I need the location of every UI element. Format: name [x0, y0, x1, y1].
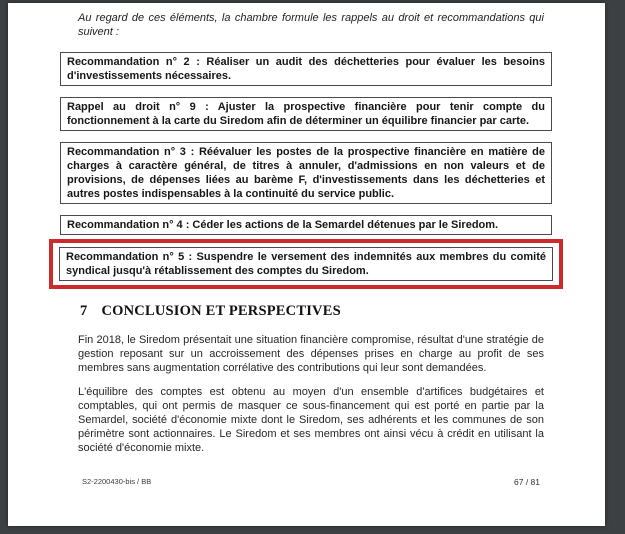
section-heading — [80, 303, 552, 320]
rappel-au-droit-box-9: Rappel au droit n° 9 : Ajuster la prospective financière pour tenir compte du fonctionnement à la carte du Siredom afin de déterminer un équilibre financier par carte. — [60, 97, 552, 131]
recommendation-box-4: Recommandation n° 4 : Céder les actions de la Semardel détenues par le Siredom. — [60, 215, 552, 235]
document-page — [8, 3, 605, 526]
section-number: 7 — [80, 303, 88, 319]
recommendation-box-3: Recommandation n° 3 : Réévaluer les postes de la prospective financière en matière de charges à caractère général, de titres à annuler, d'admissions en non valeurs et de provisions, de dépenses liées au barème F, d'investissements dans les déchetteries et autres postes indispensables à la continuité du service public. — [60, 142, 552, 204]
recommendation-box-2: Recommandation n° 2 : Réaliser un audit des déchetteries pour évaluer les besoins d'investissements nécessaires. — [60, 52, 552, 86]
body-paragraph-2: L'équilibre des comptes est obtenu au moyen d'un ensemble d'artifices budgétaires et comptables, qui ont permis de masquer ce sous-financement qui est porté en partie par la Semardel, société d'économie mixte dont le Siredom, ses adhérents et les communes de son périmètre sont actionnaires. Le Siredom et ses membres ont ainsi vécu à crédit en utilisant la société d'économie mixte. — [78, 386, 544, 454]
intro-paragraph: Au regard de ces éléments, la chambre formule les rappels au droit et recommandations qui suivent : — [78, 12, 544, 38]
body-paragraph-1: Fin 2018, le Siredom présentait une situation financière compromise, résultat d'une stratégie de gestion reposant sur un accroissement des dépenses prises en charge au profit de ses membres sans augmentation corrélative des contributions qui leur sont demandées. — [78, 334, 544, 374]
recommendation-box-5: Recommandation n° 5 : Suspendre le versement des indemnités aux membres du comité syndical jusqu'à rétablissement des comptes du Siredom. — [59, 247, 553, 281]
section-title: CONCLUSION ET PERSPECTIVES — [101, 303, 341, 319]
red-highlight-annotation — [49, 239, 563, 289]
page-number: 67 / 81 — [514, 477, 540, 487]
page-content — [8, 3, 605, 526]
document-reference: S2-2200430-bis / BB — [82, 477, 152, 486]
